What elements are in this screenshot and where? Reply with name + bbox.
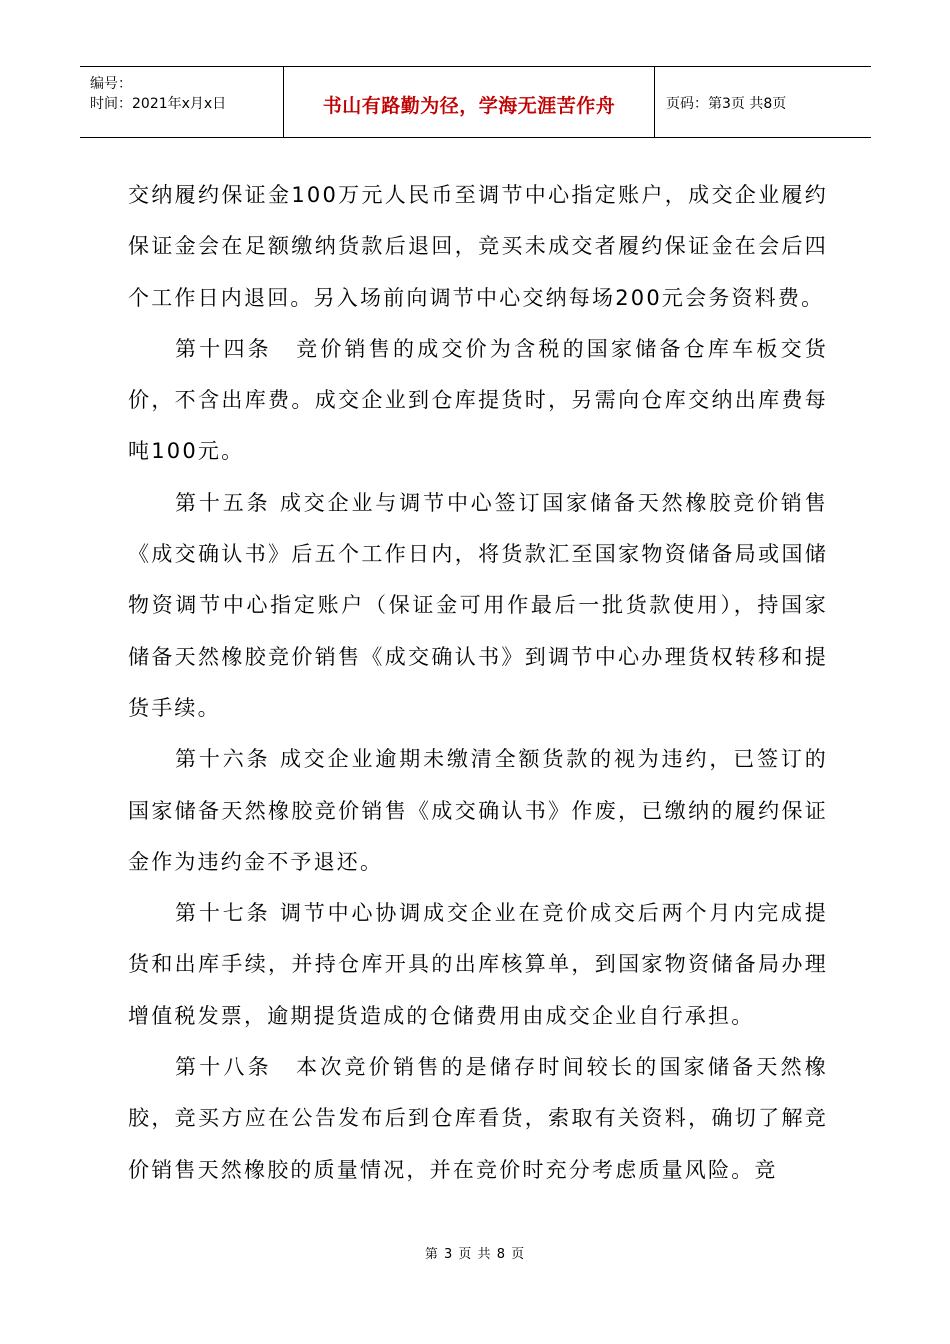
paragraph-continued: 交纳履约保证金100万元人民币至调节中心指定账户，成交企业履约保证金会在足额缴纳货款后退回，竞买未成交者履约保证金在会后四个工作日内退回。另入场前向调节中心交纳每场200元会务资料费。: [128, 183, 828, 310]
header-left-cell: [80, 67, 283, 137]
paragraph-article-15: 第十五条 成交企业与调节中心签订国家储备天然橡胶竞价销售《成交确认书》后五个工作日内，将货款汇至国家物资储备局或国储物资调节中心指定账户（保证金可用作最后一批货款使用），持国家储备天然橡胶竞价销售《成交确认书》到调节中心办理货权转移和提货手续。: [128, 490, 828, 720]
page-footer: 第 3 页 共 8 页: [424, 1247, 526, 1262]
header-motto: 书山有路勤为径，学海无涯苦作舟: [322, 95, 616, 117]
document-body: [128, 170, 828, 1196]
page-header: [80, 66, 871, 138]
paragraph-article-18: 第十八条 本次竞价销售的是储存时间较长的国家储备天然橡胶，竞买方应在公告发布后到仓库看货，索取有关资料，确切了解竞价销售天然橡胶的质量情况，并在竞价时充分考虑质量风险。竞: [128, 1055, 828, 1182]
paragraph-article-14: 第十四条 竞价销售的成交价为含税的国家储备仓库车板交货价，不含出库费。成交企业到仓库提货时，另需向仓库交纳出库费每吨100元。: [128, 336, 828, 464]
document-date-label: 时间：2021年x月x日: [90, 96, 227, 112]
document-number-label: 编号：: [90, 76, 132, 92]
paragraph-article-17: 第十七条 调节中心协调成交企业在竞价成交后两个月内完成提货和出库手续，并持仓库开具的出库核算单，到国家物资储备局办理增值税发票，逾期提货造成的仓储费用由成交企业自行承担。: [128, 901, 828, 1028]
header-right-cell: [654, 67, 871, 137]
header-page-info: 页码：第3页 共8页: [666, 96, 787, 112]
paragraph-article-16: 第十六条 成交企业逾期未缴清全额货款的视为违约，已签订的国家储备天然橡胶竞价销售《成交确认书》作废，已缴纳的履约保证金作为违约金不予退还。: [128, 747, 828, 874]
header-middle-cell: [283, 67, 655, 137]
